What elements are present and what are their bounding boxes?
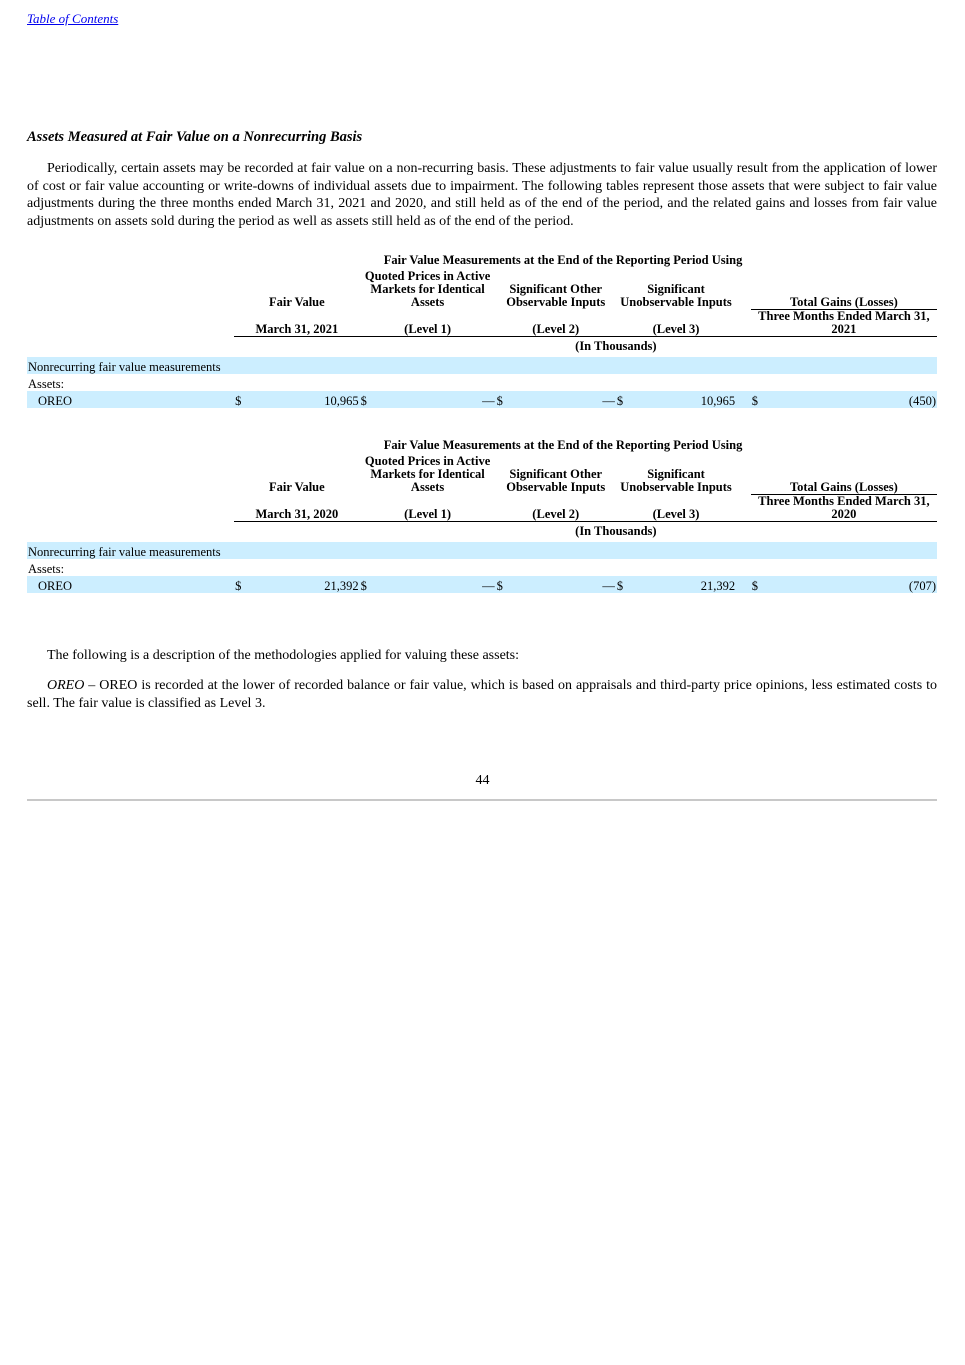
col-level1-header: Quoted Prices in Active Markets for Identical Assets [364,454,491,494]
section-title: Assets Measured at Fair Value on a Nonrecurring Basis [27,129,363,145]
oreo-term: OREO [47,678,85,693]
level2-header: (Level 2) [496,494,616,522]
currency-symbol: $ [616,391,632,408]
col-level1-header: Quoted Prices in Active Markets for Identical Assets [364,269,491,309]
level3-cell: 21,392 [632,576,737,593]
row-label: OREO [27,391,234,408]
col-level2-header: Significant Other Observable Inputs [506,467,606,494]
intro-paragraph: Periodically, certain assets may be recorded at fair value on a non-recurring basis. These adjustments to fair value usually result from the application of lower of cost or fair value accounting or write-downs of individual assets due to impairment. The following tables represent those assets that were subject to fair value adjustments during the three months ended March 31, 2021 and 2020, and still held as of the end of the period, and the related gains and losses from fair value adjustments on assets sold during the period as well as assets still held as of the end of the period. [27,161,937,229]
page-number: 44 [475,773,490,788]
table-of-contents-link[interactable]: Table of Contents [27,11,119,26]
level1-header: (Level 1) [360,494,496,522]
currency-symbol: $ [751,576,766,593]
currency-symbol: $ [360,391,376,408]
gains-cell: (450) [765,391,937,408]
table-row [27,391,937,408]
fair-value-table-2021 [27,254,937,408]
col-fair-value: Fair Value [269,295,325,309]
col-gains-header: Total Gains (Losses) [751,455,937,494]
currency-symbol: $ [751,391,766,408]
level2-header: (Level 2) [496,309,616,337]
level3-header: (Level 3) [616,494,736,522]
units-label: (In Thousands) [575,524,657,538]
span-title: Fair Value Measurements at the End of the Reporting Period Using [383,253,743,267]
period-header: Three Months Ended March 31, 2020 [751,494,937,522]
level2-cell: — [511,391,616,408]
oreo-description: – OREO is recorded at the lower of recorded balance or fair value, which is based on appraisals and third-party price opinions, less estimated costs to sell. The fair value is classified as Level 3. [27,678,937,711]
fair-value-table-2020 [27,439,937,593]
oreo-methodology [27,677,937,712]
currency-symbol: $ [496,576,512,593]
currency-symbol: $ [616,576,632,593]
fair-value-cell: 10,965 [250,391,360,408]
level3-header: (Level 3) [616,309,736,337]
level1-header: (Level 1) [360,309,496,337]
col-level3-header: Significant Unobservable Inputs [620,282,732,309]
span-title: Fair Value Measurements at the End of the Reporting Period Using [383,438,743,452]
methodology-intro: The following is a description of the methodologies applied for valuing these assets: [47,648,520,663]
level1-cell: — [375,576,495,593]
date-header: March 31, 2021 [234,309,360,337]
units-label: (In Thousands) [575,339,657,353]
col-gains-header: Total Gains (Losses) [751,270,937,309]
currency-symbol: $ [496,391,512,408]
footer-divider [27,799,937,801]
col-level2-header: Significant Other Observable Inputs [506,282,606,309]
col-fair-value: Fair Value [269,480,325,494]
assets-label: Assets: [28,562,65,576]
level3-cell: 10,965 [632,391,737,408]
period-header: Three Months Ended March 31, 2021 [751,309,937,337]
table-row [27,576,937,593]
currency-symbol: $ [234,391,250,408]
assets-label: Assets: [28,377,65,391]
currency-symbol: $ [234,576,250,593]
fair-value-cell: 21,392 [250,576,360,593]
date-header: March 31, 2020 [234,494,360,522]
level1-cell: — [375,391,495,408]
col-level3-header: Significant Unobservable Inputs [620,467,732,494]
currency-symbol: $ [360,576,376,593]
level2-cell: — [511,576,616,593]
group-label: Nonrecurring fair value measurements [27,542,937,559]
gains-cell: (707) [765,576,937,593]
row-label: OREO [27,576,234,593]
group-label: Nonrecurring fair value measurements [27,357,937,374]
